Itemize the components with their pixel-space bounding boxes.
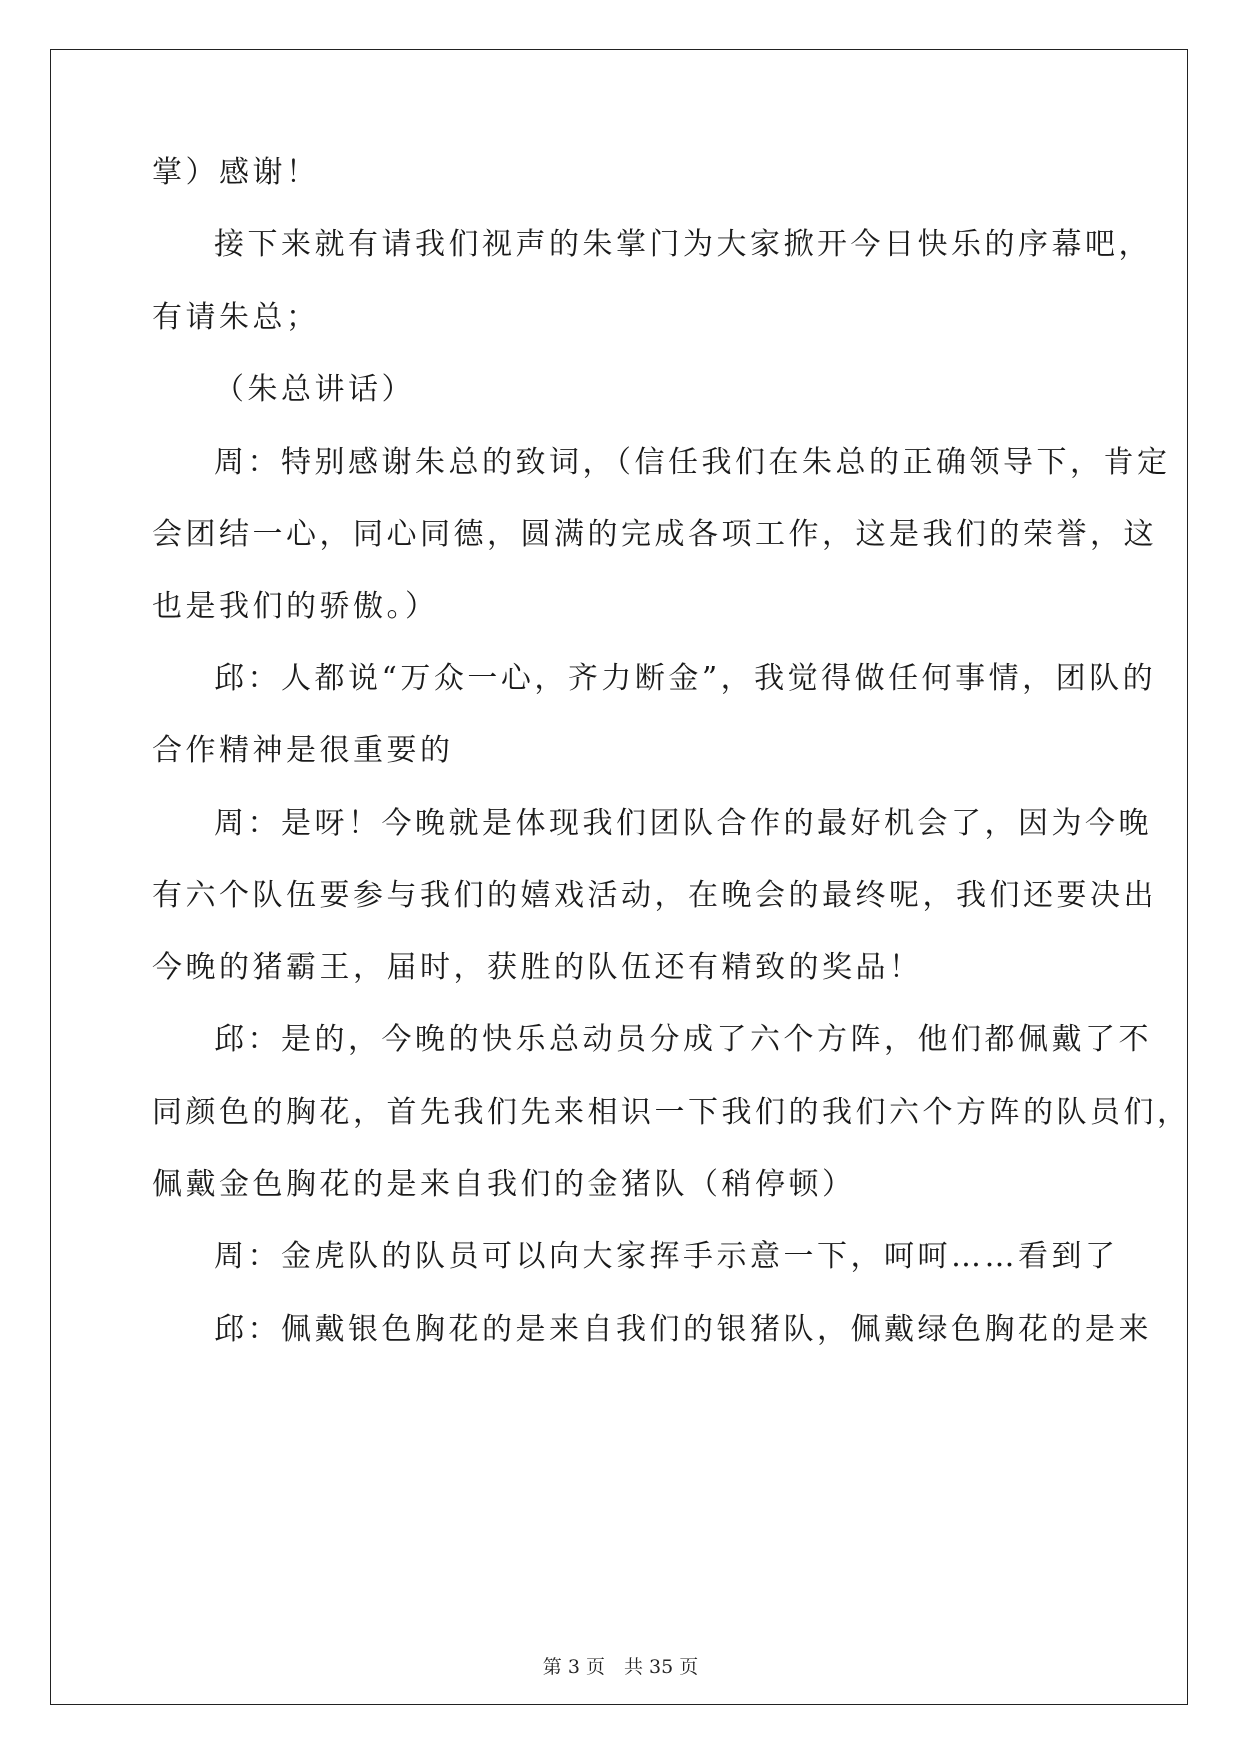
text-line-12: 今晚的猪霸王，届时，获胜的队伍还有精致的奖品！ <box>152 950 923 985</box>
text-line-17: 邱：佩戴银色胸花的是来自我们的银猪队，佩戴绿色胸花的是来 <box>214 1312 1152 1347</box>
page-number: 第 3 页 共 35 页 <box>542 1656 699 1678</box>
text-line-2: 接下来就有请我们视声的朱掌门为大家掀开今日快乐的序幕吧， <box>214 227 1152 262</box>
text-line-16: 周：金虎队的队员可以向大家挥手示意一下，呵呵……看到了 <box>214 1239 1119 1274</box>
text-line-8: 邱：人都说“万众一心，齐力断金”，我觉得做任何事情，团队的 <box>214 661 1157 696</box>
text-line-11: 有六个队伍要参与我们的嬉戏活动，在晚会的最终呢，我们还要决出 <box>152 878 1157 913</box>
text-line-7: 也是我们的骄傲。） <box>152 589 439 624</box>
text-line-3: 有请朱总； <box>152 300 320 335</box>
text-line-4: （朱总讲话） <box>214 372 415 407</box>
text-line-15: 佩戴金色胸花的是来自我们的金猪队（稍停顿） <box>152 1167 856 1202</box>
text-line-1: 掌）感谢！ <box>152 155 320 190</box>
text-line-9: 合作精神是很重要的 <box>152 733 454 768</box>
text-line-13: 邱：是的，今晚的快乐总动员分成了六个方阵，他们都佩戴了不 <box>214 1022 1152 1057</box>
text-line-14: 同颜色的胸花，首先我们先来相识一下我们的我们六个方阵的队员们， <box>152 1095 1191 1130</box>
text-line-10: 周：是呀！今晚就是体现我们团队合作的最好机会了，因为今晚 <box>214 806 1152 841</box>
text-line-6: 会团结一心，同心同德，圆满的完成各项工作，这是我们的荣誉，这 <box>152 517 1157 552</box>
text-line-5: 周：特别感谢朱总的致词，（信任我们在朱总的正确领导下，肯定 <box>214 445 1171 480</box>
